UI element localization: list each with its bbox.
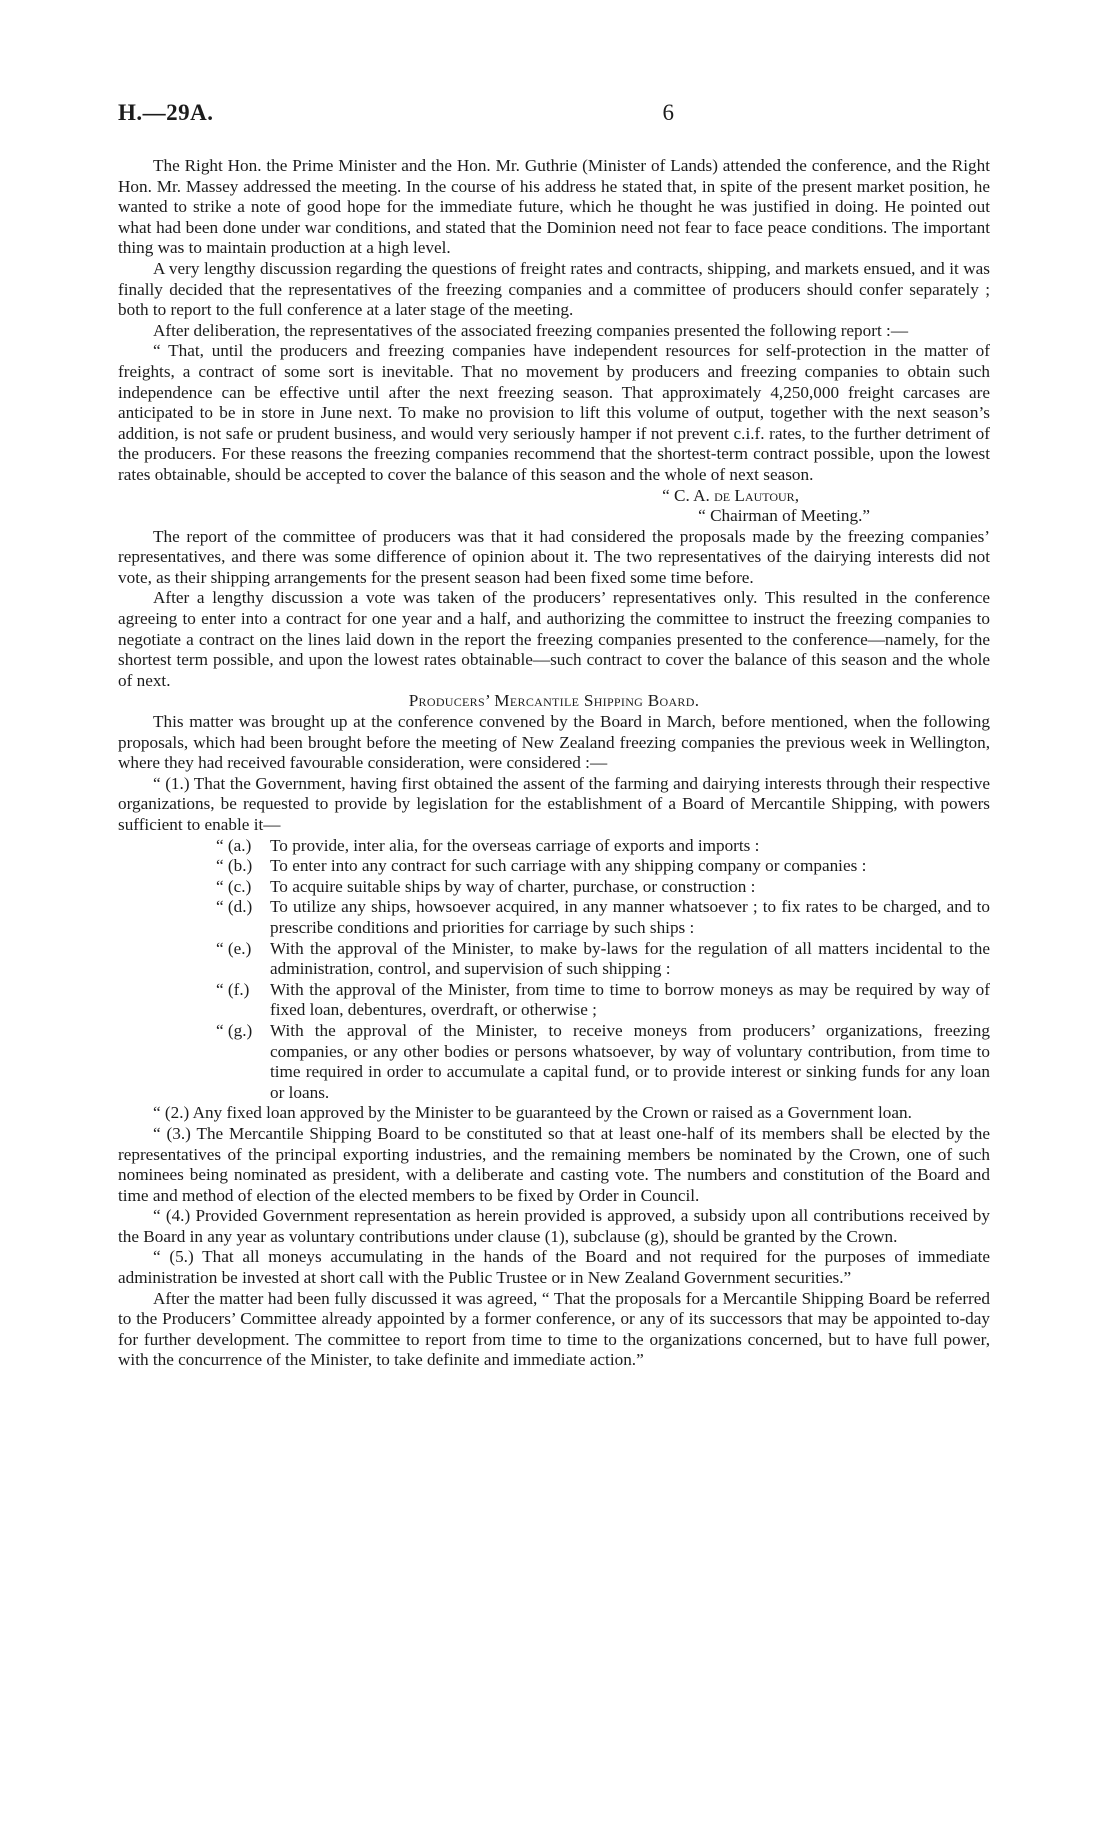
subclause-text: To provide, inter alia, for the overseas carriage of exports and imports : [270,835,760,855]
quoted-report: “ That, until the producers and freezing companies have independent resources for self-protection in the matter of freights, a contract of some sort is inevitable. That no movement by producers and freezing companies to obtain such independence can be effective until after the next freezing season. That approximately 4,250,000 freight carcases are anticipated to be in store in June next. To make no provision to lift this volume of output, together with the next season’s addition, is not safe or prudent business, and would very seriously hamper if not prevent c.i.f. rates, to the further detriment of the producers. For these reasons the freezing companies recommend that the shortest-term contract possible, upon the lowest rates obtainable, should be accepted to cover the balance of this season and the whole of next season. [118,341,990,484]
subclause-label: “ (b.) [216,856,253,876]
proposal-clause-3: “ (3.) The Mercantile Shipping Board to be constituted so that at least one-half of its members shall be elected by the representatives of the principal exporting industries, and the remaining members be nominated by the Crown, one of such nominees being nominated as president, with a deliberate and casting vote. The numbers and constitution of the Board and time and method of election of the elected members to be fixed by Order in Council. [118,1123,990,1205]
paragraph: The report of the committee of producers was that it had considered the proposals made by the freezing companies’ representatives, and there was some difference of opinion about it. The two representatives of the dairying interests did not vote, as their shipping arrangements for the present season had been fixed some time before. [118,526,990,587]
subclause-label: “ (g.) [216,1020,253,1040]
proposal-clause-4: “ (4.) Provided Government representation as herein provided is approved, a subsidy upon all contributions received by the Board in any year as voluntary contributions under clause (1), subclause (g), should be granted by the Crown. [118,1206,990,1246]
subclause-text: With the approval of the Minister, to receive moneys from producers’ organizations, freezing companies, or any other bodies or persons whatsoever, by way of voluntary contribution, from time to time required in order to accumulate a capital fund, or to provide interest or sinking funds for any loan or loans. [270,1020,990,1102]
subclause-g [118,1021,990,1103]
paragraph: This matter was brought up at the conference convened by the Board in March, before mentioned, when the following proposals, which had been brought before the meeting of New Zealand freezing companies the previous week in Wellington, where they had received favourable consideration, were considered :— [118,712,990,773]
subclause-label: “ (d.) [216,897,253,917]
document-id: H.—29A. [118,100,214,125]
subclause-b [118,856,990,877]
subclause-text: With the approval of the Minister, from time to time to borrow moneys as may be required by way of fixed loan, debentures, overdraft, or otherwise ; [270,979,990,1020]
subclause-text: To acquire suitable ships by way of charter, purchase, or construction : [270,876,756,896]
proposal-clause-1: “ (1.) That the Government, having first obtained the assent of the farming and dairying interests through their respective organizations, be requested to provide by legislation for the establishment of a Board of Mercantile Shipping, with powers sufficient to enable it— [118,773,990,834]
proposal-clause-5: “ (5.) That all moneys accumulating in the hands of the Board and not required for the purposes of immediate administration be invested at short call with the Public Trustee or in New Zealand Government securities.” [118,1247,990,1288]
page-number: 6 [662,100,674,125]
subclause-e [118,939,990,980]
section-heading: Producers’ Mercantile Shipping Board. [408,691,700,711]
paragraph: After a lengthy discussion a vote was taken of the producers’ representatives only. This resulted in the conference agreeing to enter into a contract for one year and a half, and authorizing the committee to instruct the freezing companies to negotiate a contract on the lines laid down in the report the freezing companies presented to the conference—namely, for the shortest term possible, and upon the lowest rates obtainable—such contract to cover the balance of this season and the whole of next. [118,588,990,690]
paragraph: After the matter had been fully discussed it was agreed, “ That the proposals for a Mercantile Shipping Board be referred to the Producers’ Committee already appointed by a former conference, or any of its successors that may be appointed to-day for further development. The committee to report from time to time to the organizations concerned, but to have full power, with the concurrence of the Minister, to take definite and immediate action.” [118,1288,990,1370]
subclause-label: “ (a.) [216,835,252,855]
signature-name: “ C. A. de Lautour, [662,485,799,505]
subclause-c [118,877,990,898]
document-page [118,100,990,1371]
paragraph: A very lengthy discussion regarding the questions of freight rates and contracts, shipping, and markets ensued, and it was finally decided that the representatives of the freezing companies and a committee of producers should confer separately ; both to report to the full conference at a later stage of the meeting. [118,258,990,320]
subclause-label: “ (f.) [216,979,250,999]
subclause-text: With the approval of the Minister, to make by-laws for the regulation of all matters incidental to the administration, control, and supervision of such shipping : [270,938,990,979]
proposal-clause-2: “ (2.) Any fixed loan approved by the Minister to be guaranteed by the Crown or raised as a Government loan. [153,1103,912,1123]
paragraph: The Right Hon. the Prime Minister and the Hon. Mr. Guthrie (Minister of Lands) attended the conference, and the Right Hon. Mr. Massey addressed the meeting. In the course of his address he stated that, in spite of the present market position, he wanted to strike a note of good hope for the immediate future, which he thought he was justified in doing. He pointed out what had been done under war conditions, and stated that the Dominion need not fear to face peace conditions. The important thing was to maintain production at a high level. [118,156,990,258]
signature-title: “ Chairman of Meeting.” [698,506,870,526]
subclause-d [118,897,990,938]
page-header [118,100,990,126]
subclause-f [118,980,990,1021]
subclause-label: “ (e.) [216,938,252,958]
subclause-text: To utilize any ships, howsoever acquired, in any manner whatsoever ; to fix rates to be charged, and to prescribe conditions and priorities for carriage by such ships : [270,897,990,937]
subclause-a [118,836,990,857]
body-text [118,156,990,1371]
paragraph: After deliberation, the representatives of the associated freezing companies presented the following report :— [153,320,909,340]
subclause-label: “ (c.) [216,876,252,896]
subclause-text: To enter into any contract for such carriage with any shipping company or companies : [270,856,867,876]
